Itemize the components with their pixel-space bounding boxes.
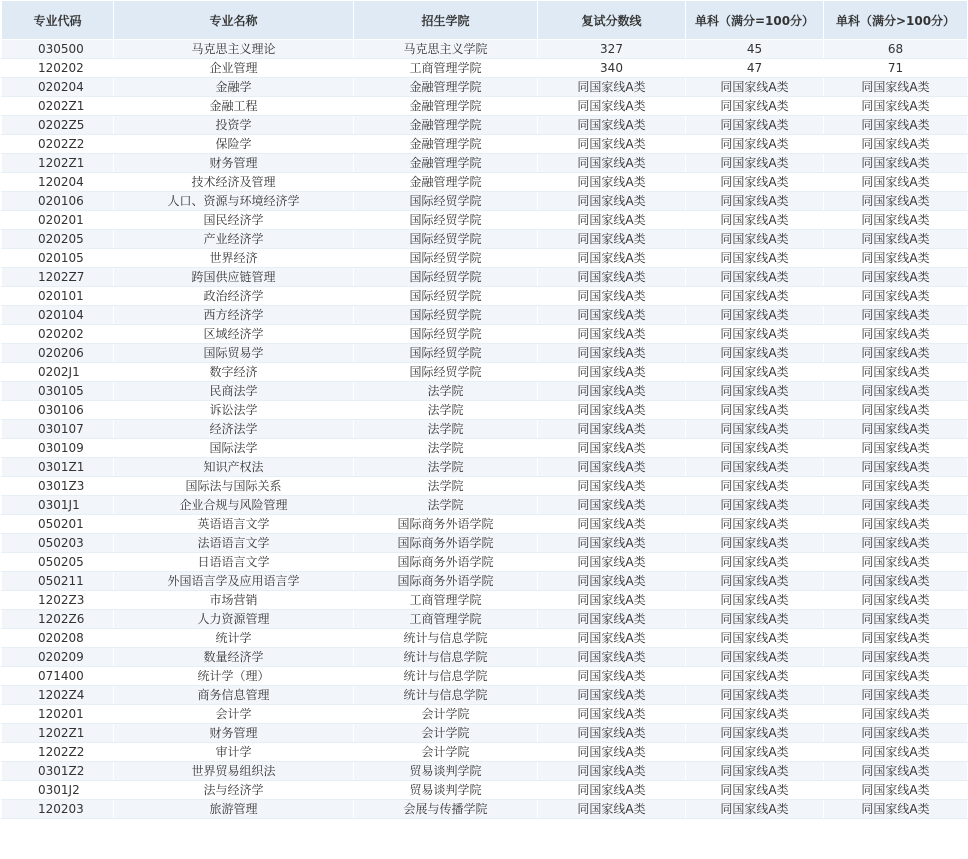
table-row xyxy=(2,572,968,591)
single-subject-100-cell: 同国家线A类 xyxy=(686,743,824,762)
major-code-cell: 1202Z1 xyxy=(2,724,114,743)
table-row xyxy=(2,401,968,420)
single-subject-over-100-cell: 同国家线A类 xyxy=(824,743,968,762)
single-subject-over-100-cell: 同国家线A类 xyxy=(824,306,968,325)
college-cell: 国际商务外语学院 xyxy=(354,553,538,572)
college-cell: 国际经贸学院 xyxy=(354,306,538,325)
single-subject-over-100-cell: 同国家线A类 xyxy=(824,420,968,439)
single-subject-100-cell: 同国家线A类 xyxy=(686,667,824,686)
table-row xyxy=(2,781,968,800)
college-cell: 国际商务外语学院 xyxy=(354,534,538,553)
college-cell: 贸易谈判学院 xyxy=(354,781,538,800)
single-subject-100-cell: 同国家线A类 xyxy=(686,344,824,363)
table-row xyxy=(2,154,968,173)
header-retest-score: 复试分数线 xyxy=(538,1,686,40)
retest-score-cell: 同国家线A类 xyxy=(538,705,686,724)
retest-score-cell: 同国家线A类 xyxy=(538,363,686,382)
major-name-cell: 外国语言学及应用语言学 xyxy=(114,572,354,591)
major-name-cell: 法与经济学 xyxy=(114,781,354,800)
retest-score-cell: 同国家线A类 xyxy=(538,439,686,458)
major-code-cell: 120201 xyxy=(2,705,114,724)
major-code-cell: 1202Z3 xyxy=(2,591,114,610)
major-name-cell: 企业合规与风险管理 xyxy=(114,496,354,515)
retest-score-cell: 同国家线A类 xyxy=(538,173,686,192)
major-name-cell: 政治经济学 xyxy=(114,287,354,306)
single-subject-over-100-cell: 同国家线A类 xyxy=(824,78,968,97)
retest-score-cell: 同国家线A类 xyxy=(538,762,686,781)
major-code-cell: 020204 xyxy=(2,78,114,97)
single-subject-over-100-cell: 同国家线A类 xyxy=(824,135,968,154)
college-cell: 金融管理学院 xyxy=(354,154,538,173)
major-code-cell: 020202 xyxy=(2,325,114,344)
college-cell: 法学院 xyxy=(354,382,538,401)
single-subject-over-100-cell: 同国家线A类 xyxy=(824,705,968,724)
major-name-cell: 统计学（理） xyxy=(114,667,354,686)
major-name-cell: 世界经济 xyxy=(114,249,354,268)
retest-score-cell: 同国家线A类 xyxy=(538,629,686,648)
table-row xyxy=(2,325,968,344)
table-row xyxy=(2,610,968,629)
major-code-cell: 1202Z7 xyxy=(2,268,114,287)
college-cell: 法学院 xyxy=(354,477,538,496)
major-code-cell: 030109 xyxy=(2,439,114,458)
table-row xyxy=(2,382,968,401)
major-code-cell: 0202Z2 xyxy=(2,135,114,154)
table-header xyxy=(2,1,968,40)
major-name-cell: 国民经济学 xyxy=(114,211,354,230)
single-subject-over-100-cell: 同国家线A类 xyxy=(824,439,968,458)
college-cell: 法学院 xyxy=(354,496,538,515)
college-cell: 金融管理学院 xyxy=(354,78,538,97)
single-subject-100-cell: 同国家线A类 xyxy=(686,306,824,325)
major-name-cell: 财务管理 xyxy=(114,724,354,743)
major-name-cell: 企业管理 xyxy=(114,59,354,78)
single-subject-over-100-cell: 同国家线A类 xyxy=(824,629,968,648)
single-subject-100-cell: 同国家线A类 xyxy=(686,553,824,572)
single-subject-over-100-cell: 同国家线A类 xyxy=(824,249,968,268)
single-subject-over-100-cell: 同国家线A类 xyxy=(824,268,968,287)
college-cell: 国际经贸学院 xyxy=(354,344,538,363)
major-code-cell: 1202Z4 xyxy=(2,686,114,705)
table-body xyxy=(2,40,968,819)
college-cell: 国际经贸学院 xyxy=(354,325,538,344)
header-single-subject-100: 单科（满分=100分） xyxy=(686,1,824,40)
single-subject-100-cell: 同国家线A类 xyxy=(686,154,824,173)
major-name-cell: 经济法学 xyxy=(114,420,354,439)
single-subject-over-100-cell: 同国家线A类 xyxy=(824,572,968,591)
college-cell: 金融管理学院 xyxy=(354,97,538,116)
table-row xyxy=(2,534,968,553)
table-row xyxy=(2,800,968,819)
college-cell: 统计与信息学院 xyxy=(354,686,538,705)
major-name-cell: 法语语言文学 xyxy=(114,534,354,553)
major-name-cell: 日语语言文学 xyxy=(114,553,354,572)
major-code-cell: 1202Z6 xyxy=(2,610,114,629)
college-cell: 国际经贸学院 xyxy=(354,268,538,287)
single-subject-over-100-cell: 同国家线A类 xyxy=(824,553,968,572)
major-code-cell: 020205 xyxy=(2,230,114,249)
major-name-cell: 财务管理 xyxy=(114,154,354,173)
header-major-name: 专业名称 xyxy=(114,1,354,40)
single-subject-100-cell: 同国家线A类 xyxy=(686,78,824,97)
major-name-cell: 旅游管理 xyxy=(114,800,354,819)
college-cell: 会计学院 xyxy=(354,724,538,743)
major-code-cell: 0301Z1 xyxy=(2,458,114,477)
college-cell: 法学院 xyxy=(354,420,538,439)
single-subject-over-100-cell: 同国家线A类 xyxy=(824,325,968,344)
major-name-cell: 审计学 xyxy=(114,743,354,762)
table-row xyxy=(2,135,968,154)
major-name-cell: 商务信息管理 xyxy=(114,686,354,705)
major-name-cell: 市场营销 xyxy=(114,591,354,610)
retest-score-cell: 同国家线A类 xyxy=(538,382,686,401)
table-row xyxy=(2,97,968,116)
retest-score-cell: 327 xyxy=(538,40,686,59)
college-cell: 工商管理学院 xyxy=(354,591,538,610)
table-row xyxy=(2,287,968,306)
single-subject-over-100-cell: 同国家线A类 xyxy=(824,610,968,629)
college-cell: 会计学院 xyxy=(354,705,538,724)
single-subject-over-100-cell: 68 xyxy=(824,40,968,59)
major-code-cell: 030500 xyxy=(2,40,114,59)
major-code-cell: 120202 xyxy=(2,59,114,78)
retest-score-cell: 同国家线A类 xyxy=(538,97,686,116)
major-code-cell: 0202J1 xyxy=(2,363,114,382)
major-code-cell: 050211 xyxy=(2,572,114,591)
major-code-cell: 030105 xyxy=(2,382,114,401)
table-row xyxy=(2,192,968,211)
major-code-cell: 0202Z5 xyxy=(2,116,114,135)
single-subject-over-100-cell: 同国家线A类 xyxy=(824,496,968,515)
single-subject-100-cell: 45 xyxy=(686,40,824,59)
single-subject-100-cell: 同国家线A类 xyxy=(686,591,824,610)
major-name-cell: 金融学 xyxy=(114,78,354,97)
retest-score-cell: 同国家线A类 xyxy=(538,686,686,705)
major-code-cell: 050201 xyxy=(2,515,114,534)
single-subject-100-cell: 同国家线A类 xyxy=(686,173,824,192)
major-name-cell: 人力资源管理 xyxy=(114,610,354,629)
single-subject-100-cell: 同国家线A类 xyxy=(686,363,824,382)
table-row xyxy=(2,762,968,781)
major-code-cell: 050203 xyxy=(2,534,114,553)
table-row xyxy=(2,78,968,97)
major-name-cell: 会计学 xyxy=(114,705,354,724)
table-row xyxy=(2,515,968,534)
major-name-cell: 产业经济学 xyxy=(114,230,354,249)
single-subject-over-100-cell: 同国家线A类 xyxy=(824,458,968,477)
major-code-cell: 020106 xyxy=(2,192,114,211)
major-code-cell: 1202Z1 xyxy=(2,154,114,173)
single-subject-100-cell: 同国家线A类 xyxy=(686,420,824,439)
retest-score-cell: 同国家线A类 xyxy=(538,287,686,306)
college-cell: 国际经贸学院 xyxy=(354,249,538,268)
single-subject-100-cell: 同国家线A类 xyxy=(686,496,824,515)
single-subject-over-100-cell: 同国家线A类 xyxy=(824,591,968,610)
retest-score-cell: 同国家线A类 xyxy=(538,667,686,686)
retest-score-cell: 同国家线A类 xyxy=(538,458,686,477)
single-subject-100-cell: 47 xyxy=(686,59,824,78)
retest-score-cell: 同国家线A类 xyxy=(538,192,686,211)
single-subject-over-100-cell: 同国家线A类 xyxy=(824,363,968,382)
table-row xyxy=(2,420,968,439)
single-subject-over-100-cell: 同国家线A类 xyxy=(824,477,968,496)
retest-score-cell: 同国家线A类 xyxy=(538,325,686,344)
retest-score-cell: 同国家线A类 xyxy=(538,401,686,420)
major-code-cell: 030107 xyxy=(2,420,114,439)
single-subject-100-cell: 同国家线A类 xyxy=(686,648,824,667)
header-major-code: 专业代码 xyxy=(2,1,114,40)
college-cell: 统计与信息学院 xyxy=(354,667,538,686)
single-subject-100-cell: 同国家线A类 xyxy=(686,534,824,553)
single-subject-100-cell: 同国家线A类 xyxy=(686,116,824,135)
single-subject-over-100-cell: 同国家线A类 xyxy=(824,344,968,363)
major-code-cell: 020208 xyxy=(2,629,114,648)
major-code-cell: 020209 xyxy=(2,648,114,667)
major-name-cell: 民商法学 xyxy=(114,382,354,401)
single-subject-100-cell: 同国家线A类 xyxy=(686,268,824,287)
header-single-subject-over-100: 单科（满分>100分） xyxy=(824,1,968,40)
single-subject-over-100-cell: 同国家线A类 xyxy=(824,211,968,230)
college-cell: 国际商务外语学院 xyxy=(354,515,538,534)
single-subject-100-cell: 同国家线A类 xyxy=(686,135,824,154)
major-name-cell: 数字经济 xyxy=(114,363,354,382)
table-row xyxy=(2,439,968,458)
major-code-cell: 020201 xyxy=(2,211,114,230)
retest-score-cell: 同国家线A类 xyxy=(538,268,686,287)
major-name-cell: 国际法与国际关系 xyxy=(114,477,354,496)
single-subject-over-100-cell: 同国家线A类 xyxy=(824,154,968,173)
major-name-cell: 马克思主义理论 xyxy=(114,40,354,59)
table-row xyxy=(2,306,968,325)
college-cell: 法学院 xyxy=(354,401,538,420)
retest-score-cell: 同国家线A类 xyxy=(538,249,686,268)
table-row xyxy=(2,686,968,705)
major-name-cell: 统计学 xyxy=(114,629,354,648)
table-row xyxy=(2,363,968,382)
retest-score-cell: 同国家线A类 xyxy=(538,344,686,363)
retest-score-cell: 同国家线A类 xyxy=(538,154,686,173)
single-subject-over-100-cell: 同国家线A类 xyxy=(824,781,968,800)
header-row xyxy=(2,1,968,40)
single-subject-over-100-cell: 同国家线A类 xyxy=(824,287,968,306)
single-subject-over-100-cell: 同国家线A类 xyxy=(824,515,968,534)
major-name-cell: 国际法学 xyxy=(114,439,354,458)
major-name-cell: 区域经济学 xyxy=(114,325,354,344)
single-subject-over-100-cell: 71 xyxy=(824,59,968,78)
college-cell: 贸易谈判学院 xyxy=(354,762,538,781)
major-name-cell: 人口、资源与环境经济学 xyxy=(114,192,354,211)
college-cell: 工商管理学院 xyxy=(354,610,538,629)
single-subject-100-cell: 同国家线A类 xyxy=(686,97,824,116)
college-cell: 法学院 xyxy=(354,458,538,477)
single-subject-100-cell: 同国家线A类 xyxy=(686,629,824,648)
retest-score-cell: 同国家线A类 xyxy=(538,477,686,496)
single-subject-over-100-cell: 同国家线A类 xyxy=(824,173,968,192)
single-subject-100-cell: 同国家线A类 xyxy=(686,325,824,344)
major-name-cell: 金融工程 xyxy=(114,97,354,116)
table-row xyxy=(2,496,968,515)
college-cell: 工商管理学院 xyxy=(354,59,538,78)
table-row xyxy=(2,211,968,230)
single-subject-over-100-cell: 同国家线A类 xyxy=(824,667,968,686)
retest-score-cell: 同国家线A类 xyxy=(538,648,686,667)
major-code-cell: 020101 xyxy=(2,287,114,306)
retest-score-cell: 同国家线A类 xyxy=(538,553,686,572)
college-cell: 国际经贸学院 xyxy=(354,287,538,306)
retest-score-cell: 同国家线A类 xyxy=(538,591,686,610)
single-subject-over-100-cell: 同国家线A类 xyxy=(824,762,968,781)
college-cell: 金融管理学院 xyxy=(354,173,538,192)
college-cell: 法学院 xyxy=(354,439,538,458)
retest-score-cell: 同国家线A类 xyxy=(538,800,686,819)
single-subject-100-cell: 同国家线A类 xyxy=(686,724,824,743)
major-code-cell: 020206 xyxy=(2,344,114,363)
table-row xyxy=(2,724,968,743)
retest-score-cell: 同国家线A类 xyxy=(538,211,686,230)
college-cell: 金融管理学院 xyxy=(354,135,538,154)
single-subject-over-100-cell: 同国家线A类 xyxy=(824,686,968,705)
single-subject-over-100-cell: 同国家线A类 xyxy=(824,192,968,211)
major-code-cell: 0202Z1 xyxy=(2,97,114,116)
single-subject-100-cell: 同国家线A类 xyxy=(686,249,824,268)
table-row xyxy=(2,629,968,648)
table-row xyxy=(2,249,968,268)
table-row xyxy=(2,173,968,192)
major-code-cell: 050205 xyxy=(2,553,114,572)
college-cell: 统计与信息学院 xyxy=(354,648,538,667)
retest-score-cell: 同国家线A类 xyxy=(538,496,686,515)
single-subject-100-cell: 同国家线A类 xyxy=(686,572,824,591)
single-subject-100-cell: 同国家线A类 xyxy=(686,211,824,230)
retest-score-cell: 340 xyxy=(538,59,686,78)
major-code-cell: 030106 xyxy=(2,401,114,420)
single-subject-100-cell: 同国家线A类 xyxy=(686,230,824,249)
single-subject-100-cell: 同国家线A类 xyxy=(686,705,824,724)
table-row xyxy=(2,230,968,249)
retest-score-cell: 同国家线A类 xyxy=(538,743,686,762)
single-subject-100-cell: 同国家线A类 xyxy=(686,800,824,819)
major-code-cell: 020105 xyxy=(2,249,114,268)
table-row xyxy=(2,458,968,477)
table-row xyxy=(2,743,968,762)
college-cell: 国际经贸学院 xyxy=(354,363,538,382)
major-name-cell: 西方经济学 xyxy=(114,306,354,325)
retest-score-cell: 同国家线A类 xyxy=(538,306,686,325)
major-name-cell: 英语语言文学 xyxy=(114,515,354,534)
retest-score-cell: 同国家线A类 xyxy=(538,515,686,534)
single-subject-over-100-cell: 同国家线A类 xyxy=(824,230,968,249)
single-subject-over-100-cell: 同国家线A类 xyxy=(824,648,968,667)
table-row xyxy=(2,344,968,363)
retest-score-cell: 同国家线A类 xyxy=(538,420,686,439)
single-subject-100-cell: 同国家线A类 xyxy=(686,458,824,477)
major-code-cell: 071400 xyxy=(2,667,114,686)
single-subject-over-100-cell: 同国家线A类 xyxy=(824,800,968,819)
table-row xyxy=(2,59,968,78)
college-cell: 会计学院 xyxy=(354,743,538,762)
retest-score-cell: 同国家线A类 xyxy=(538,534,686,553)
single-subject-over-100-cell: 同国家线A类 xyxy=(824,97,968,116)
college-cell: 国际经贸学院 xyxy=(354,192,538,211)
single-subject-over-100-cell: 同国家线A类 xyxy=(824,724,968,743)
header-college: 招生学院 xyxy=(354,1,538,40)
major-name-cell: 国际贸易学 xyxy=(114,344,354,363)
single-subject-100-cell: 同国家线A类 xyxy=(686,401,824,420)
major-name-cell: 跨国供应链管理 xyxy=(114,268,354,287)
retest-score-cell: 同国家线A类 xyxy=(538,724,686,743)
major-code-cell: 0301Z2 xyxy=(2,762,114,781)
table-row xyxy=(2,553,968,572)
table-row xyxy=(2,40,968,59)
major-code-cell: 0301Z3 xyxy=(2,477,114,496)
college-cell: 国际经贸学院 xyxy=(354,211,538,230)
major-name-cell: 技术经济及管理 xyxy=(114,173,354,192)
table-row xyxy=(2,477,968,496)
single-subject-over-100-cell: 同国家线A类 xyxy=(824,116,968,135)
table-row xyxy=(2,591,968,610)
table-row xyxy=(2,705,968,724)
major-name-cell: 世界贸易组织法 xyxy=(114,762,354,781)
major-code-cell: 120203 xyxy=(2,800,114,819)
retest-score-cell: 同国家线A类 xyxy=(538,610,686,629)
single-subject-over-100-cell: 同国家线A类 xyxy=(824,382,968,401)
single-subject-100-cell: 同国家线A类 xyxy=(686,762,824,781)
major-name-cell: 数量经济学 xyxy=(114,648,354,667)
major-code-cell: 0301J1 xyxy=(2,496,114,515)
college-cell: 国际商务外语学院 xyxy=(354,572,538,591)
score-table xyxy=(1,0,968,819)
major-code-cell: 0301J2 xyxy=(2,781,114,800)
retest-score-cell: 同国家线A类 xyxy=(538,116,686,135)
major-code-cell: 1202Z2 xyxy=(2,743,114,762)
table-row xyxy=(2,116,968,135)
major-name-cell: 诉讼法学 xyxy=(114,401,354,420)
college-cell: 国际经贸学院 xyxy=(354,230,538,249)
single-subject-100-cell: 同国家线A类 xyxy=(686,382,824,401)
single-subject-100-cell: 同国家线A类 xyxy=(686,610,824,629)
single-subject-100-cell: 同国家线A类 xyxy=(686,439,824,458)
single-subject-over-100-cell: 同国家线A类 xyxy=(824,534,968,553)
major-name-cell: 知识产权法 xyxy=(114,458,354,477)
retest-score-cell: 同国家线A类 xyxy=(538,572,686,591)
single-subject-100-cell: 同国家线A类 xyxy=(686,287,824,306)
single-subject-100-cell: 同国家线A类 xyxy=(686,686,824,705)
single-subject-100-cell: 同国家线A类 xyxy=(686,515,824,534)
major-name-cell: 保险学 xyxy=(114,135,354,154)
retest-score-cell: 同国家线A类 xyxy=(538,78,686,97)
retest-score-cell: 同国家线A类 xyxy=(538,781,686,800)
table-row xyxy=(2,667,968,686)
single-subject-100-cell: 同国家线A类 xyxy=(686,477,824,496)
major-code-cell: 020104 xyxy=(2,306,114,325)
table-row xyxy=(2,268,968,287)
college-cell: 马克思主义学院 xyxy=(354,40,538,59)
major-code-cell: 120204 xyxy=(2,173,114,192)
single-subject-100-cell: 同国家线A类 xyxy=(686,192,824,211)
retest-score-cell: 同国家线A类 xyxy=(538,230,686,249)
retest-score-cell: 同国家线A类 xyxy=(538,135,686,154)
college-cell: 金融管理学院 xyxy=(354,116,538,135)
college-cell: 会展与传播学院 xyxy=(354,800,538,819)
single-subject-100-cell: 同国家线A类 xyxy=(686,781,824,800)
major-name-cell: 投资学 xyxy=(114,116,354,135)
college-cell: 统计与信息学院 xyxy=(354,629,538,648)
table-row xyxy=(2,648,968,667)
single-subject-over-100-cell: 同国家线A类 xyxy=(824,401,968,420)
